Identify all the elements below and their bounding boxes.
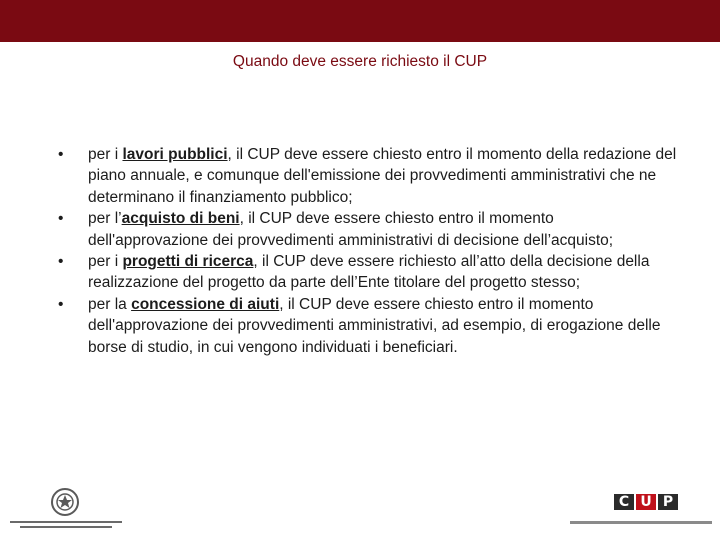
emblem-caption-line [10,521,122,523]
bullet-marker: • [58,295,64,313]
bullet-list [58,144,678,358]
cup-brand [570,494,712,534]
bullet-concessione-aiuti [58,294,678,358]
cup-logo [614,494,678,510]
bullet-marker: • [58,210,64,228]
bullet-lavori-pubblici [58,144,678,208]
bullet-prefix: per la [88,295,132,313]
bullet-keyword: lavori pubblici [122,146,228,163]
bullet-text: , il CUP deve essere chiesto entro il momento dell'approvazione dei provvedimenti amministrativi di decisione dell’acquisto; [88,210,614,249]
logo-letter: C [614,494,634,510]
logo-letter: U [636,494,656,510]
bullet-progetti-ricerca [58,251,678,294]
bullet-keyword: progetti di ricerca [122,253,254,271]
top-header-band [0,0,720,42]
bullet-marker: • [58,253,64,271]
bullet-keyword: concessione di aiuti [131,295,280,313]
government-emblem [10,487,122,533]
bullet-prefix: per i [88,146,123,163]
emblem-caption-line [20,526,112,528]
slide-title: Quando deve essere richiesto il CUP [232,53,488,70]
bullet-marker: • [58,146,64,163]
bullet-text: , il CUP deve essere chiesto entro il momento della redazione del piano annuale, e comunque dell'emissione dei provvedimenti amministrativi che ne determinano il finanziamento pubblico; [88,146,677,206]
bullet-prefix: per l’ [88,210,122,228]
bullet-acquisto-beni [58,208,678,251]
republic-seal-icon [50,487,80,517]
bullet-text: , il CUP deve essere chiesto entro il momento dell'approvazione dei provvedimenti amministrativi, ad esempio, di erogazione delle borse di studio, in cui vengono individuati i beneficiari. [88,295,661,356]
bullet-keyword: acquisto di beni [121,210,240,228]
bullet-text: , il CUP deve essere richiesto all’atto della decisione della realizzazione del progetto da parte dell’Ente titolare del progetto stesso; [88,253,650,292]
bullet-prefix: per i [88,253,123,271]
logo-letter: P [658,494,678,510]
cup-caption-line [570,521,712,524]
